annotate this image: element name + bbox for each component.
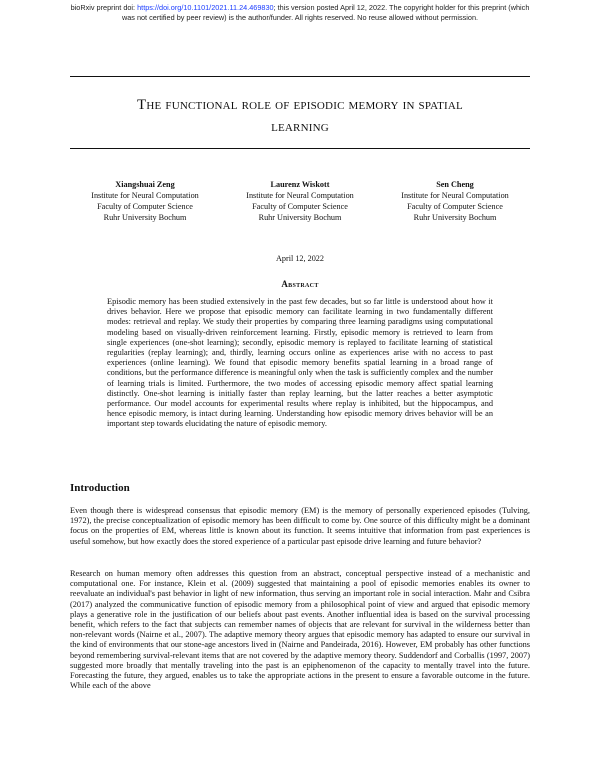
paper-title-line2: learning [271,119,329,135]
abstract-text: Episodic memory has been studied extensively in the past few decades, but so far little is understood about how it drives behavior. Here we propose that episodic memory can facilitate learning in two fundamentally different modes: retrieval and replay. We study their properties by comparing three learning paradigms using computational modeling based on visually-driven reinforcement learning. Firstly, episodic memory is retrieved to learn from single experiences (one-shot learning); secondly, episodic memory is replayed to facilitate learning of statistical regularities (replay learning); and, thirdly, learning occurs online as experiences arise with no access to past experiences (online learning). We found that episodic memory benefits spatial learning in a broad range of conditions, but the performance difference is meaningful only when the task is sufficiently complex and the number of learning trials is limited. Furthermore, the two modes of accessing episodic memory affect spatial learning distinctly. One-shot learning is initially faster than replay learning, but the latter reaches a better asymptotic performance. Our model accounts for experimental results where replay is inhibited, but the hippocampus, and hence episodic memory, is intact during learning. Understanding how episodic memory drives behavior will be an important step towards elucidating the nature of episodic memory. [107,297,493,429]
preprint-notice-line2: was not certified by peer review) is the author/funder. All rights reserved. No reuse allowed without permission. [121,12,479,22]
preprint-prefix: bioRxiv preprint doi: [70,3,138,12]
paper-title-line1: The functional role of episodic memory in spatial [137,97,463,113]
abstract-heading: Abstract [281,279,319,289]
author-affiliation: Institute for Neural Computation [401,191,509,200]
title-top-rule [70,76,530,77]
author-affiliation: Institute for Neural Computation [91,191,199,200]
title-bottom-rule [70,148,530,149]
preprint-notice-line1 [0,3,600,13]
publication-date: April 12, 2022 [276,254,324,263]
body-paragraph: Even though there is widespread consensus that episodic memory (EM) is the memory of personally experienced episodes (Tulving, 1972), the precise conceptualization of episodic memory has been difficult to come by. One source of this difficulty might be a dominant focus on the properties of EM, whereas little is known about its function. It seems intuitive that information from past experiences is useful somehow, but how exactly does the stored experience of a particular past episode drive learning and future behavior? [70,506,530,546]
author-block [215,179,385,223]
section-heading-introduction: Introduction [70,482,130,494]
author-affiliation: Ruhr University Bochum [413,213,497,222]
author-affiliation: Institute for Neural Computation [246,191,354,200]
author-affiliation: Faculty of Computer Science [97,202,193,211]
author-affiliation: Ruhr University Bochum [258,213,342,222]
paper-title [70,94,530,138]
preprint-line1-suffix: ; this version posted April 12, 2022. The copyright holder for this preprint (which [273,3,530,12]
author-name: Sen Cheng [436,180,474,189]
preprint-notice [0,3,600,22]
author-name: Xiangshuai Zeng [115,180,175,189]
author-block [60,179,230,223]
author-block [370,179,540,223]
author-name: Laurenz Wiskott [270,180,330,189]
author-affiliation: Ruhr University Bochum [103,213,187,222]
body-paragraph: Research on human memory often addresses this question from an abstract, conceptual perspective instead of a mechanistic and computational one. For instance, Klein et al. (2009) suggested that maintaining a pool of episodic memories enables its owner to reevaluate an individual's past behavior in light of new information, thus serving an important role in social interaction. Mahr and Csibra (2017) analyzed the communicative function of episodic memory from a philosophical point of view and argued that episodic memory plays a generative role in the justification of our beliefs about past events. Another influential idea is based on the survival processing benefit, which refers to the fact that subjects can remember names of objects that are relevant for survival in the wilderness better than non-relevant words (Nairne et al., 2007). The adaptive memory theory argues that episodic memory has adapted to ensure our survival in the kind of environments that our stone-age ancestors lived in (Nairne and Pandeirada, 2016). However, EM probably has other functions beyond remembering survival-relevant items that are not covered by the adaptive memory theory. Suddendorf and Corballis (1997, 2007) suggested more broadly that mentally traveling into the past is an epiphenomenon of the capacity to mentally travel into the future. Forecasting the future, they argued, enables us to take the appropriate actions in the present to ensure a favorable outcome in the future. While each of the above [70,569,530,691]
author-affiliation: Faculty of Computer Science [252,202,348,211]
author-affiliation: Faculty of Computer Science [407,202,503,211]
doi-link[interactable]: https://doi.org/10.1101/2021.11.24.469830 [137,3,274,12]
